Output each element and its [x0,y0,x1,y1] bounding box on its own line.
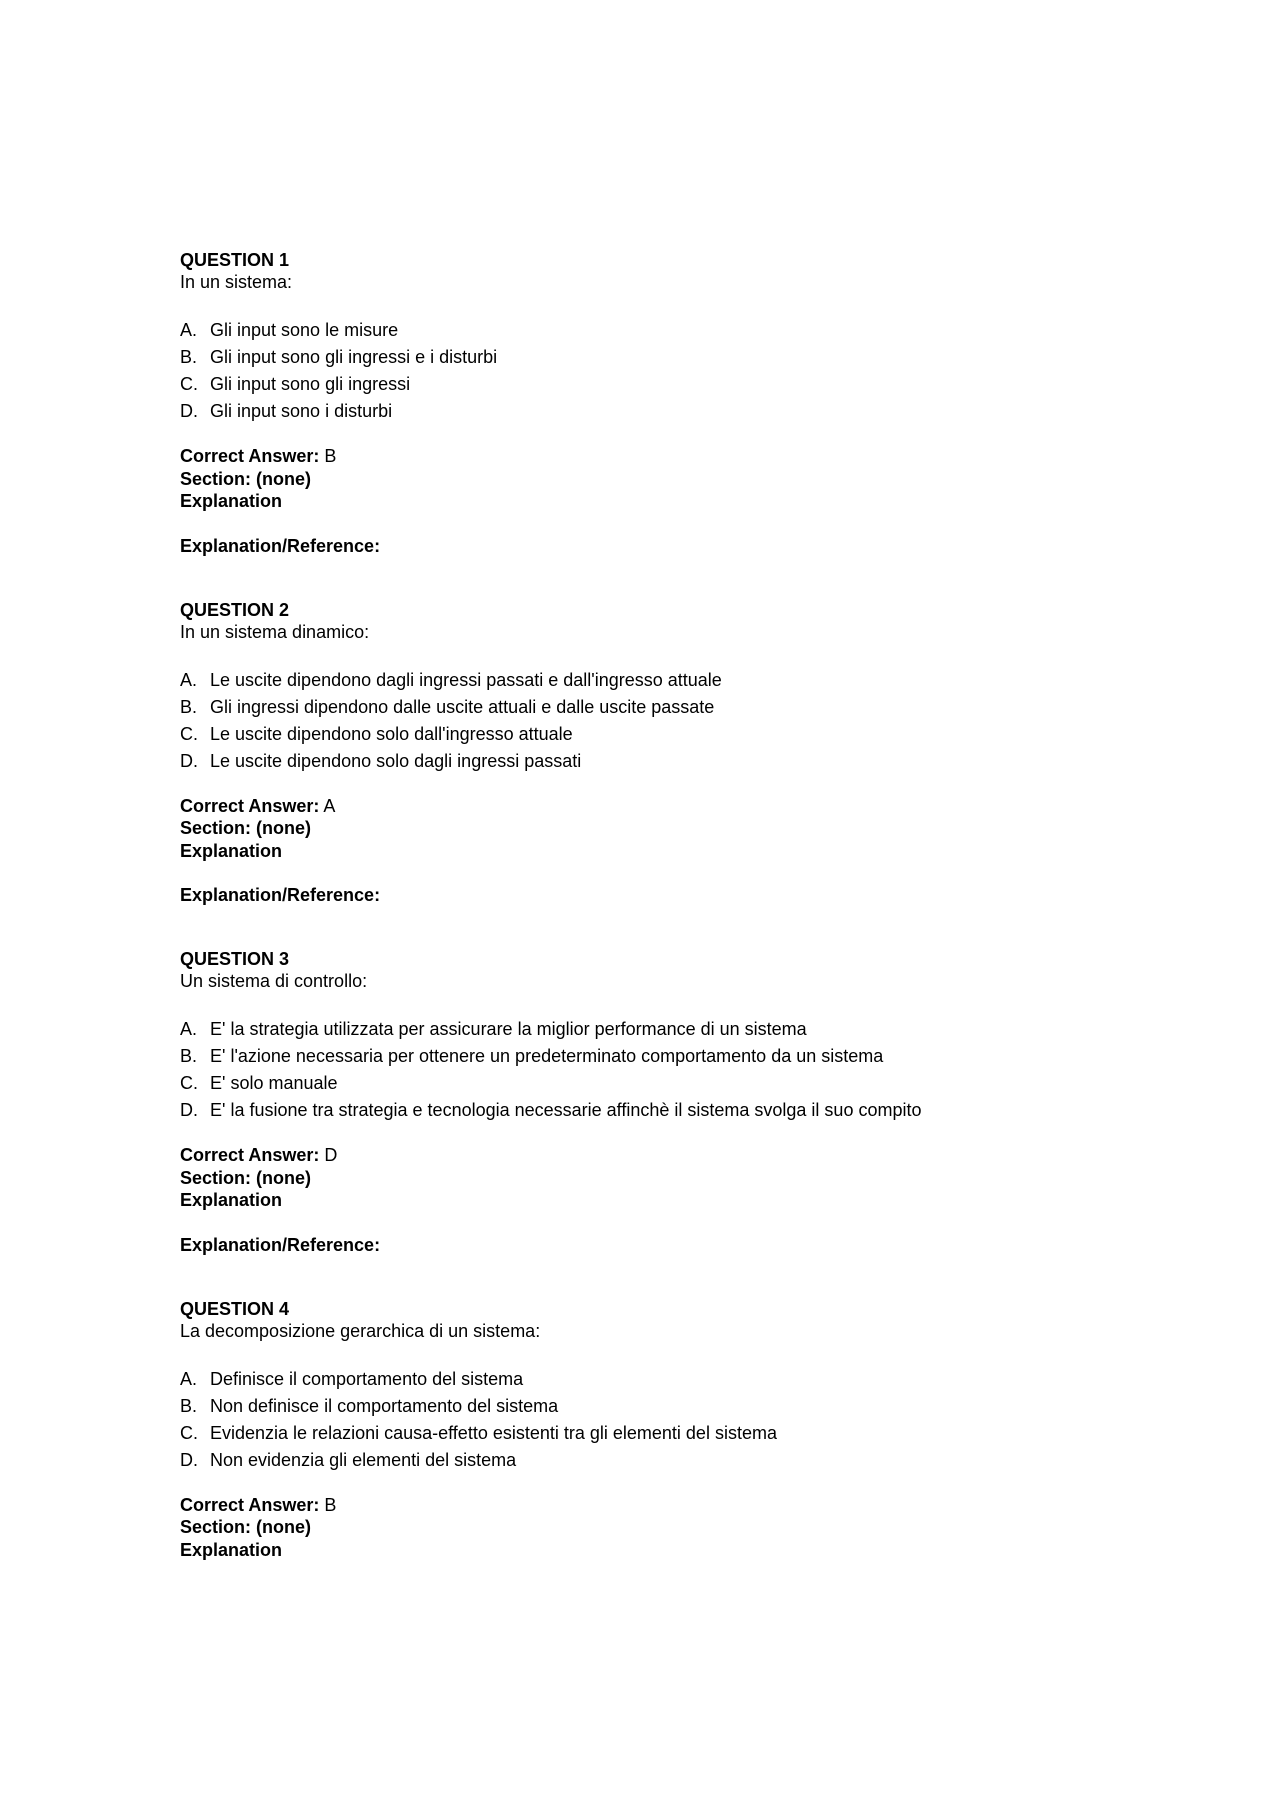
option-text: Le uscite dipendono solo dall'ingresso attuale [210,723,573,744]
option-c [180,1070,1180,1097]
option-letter: A. [180,320,198,340]
correct-answer [180,445,1180,468]
section-label: Section: (none) [180,468,311,489]
option-letter: D. [180,401,198,421]
option-d [180,398,1180,425]
question-stem: Un sistema di controllo: [180,971,368,991]
option-c [180,371,1180,398]
question-title: QUESTION 3 [180,949,290,969]
option-a [180,667,1180,694]
option-letter: A. [180,1019,198,1039]
option-b [180,694,1180,721]
correct-answer-label: Correct Answer: [180,795,320,816]
option-text: E' la strategia utilizzata per assicurare la miglior performance di un sistema [210,1019,807,1039]
option-letter: C. [180,1422,198,1443]
correct-answer-value: B [324,1494,337,1515]
option-letter: B. [180,1395,198,1416]
correct-answer-value: A [323,795,336,816]
option-letter: C. [180,374,198,394]
option-b [180,1393,1180,1420]
document-page [180,249,1180,1561]
answer-meta [180,445,1180,513]
option-letter: B. [180,1046,198,1066]
options-list [180,317,1180,425]
option-text: E' solo manuale [210,1073,338,1093]
option-text: Gli input sono le misure [210,320,399,340]
section-label: Section: (none) [180,818,311,838]
question-stem: La decomposizione gerarchica di un sistema: [180,1320,541,1341]
section-label: Section: (none) [180,1167,311,1188]
question-stem: In un sistema: [180,272,293,292]
correct-answer [180,1494,1180,1517]
option-text: Gli input sono gli ingressi e i disturbi [210,347,498,367]
correct-answer-label: Correct Answer: [180,1145,320,1165]
question-title: QUESTION 2 [180,599,290,620]
option-d [180,748,1180,775]
correct-answer [180,795,1180,818]
correct-answer-label: Correct Answer: [180,446,320,466]
explanation-reference: Explanation/Reference: [180,535,381,556]
question-title: QUESTION 4 [180,1298,290,1319]
option-letter: A. [180,669,198,690]
option-text: Non evidenzia gli elementi del sistema [210,1449,517,1470]
question-4 [180,1298,1180,1562]
option-c [180,1420,1180,1447]
correct-answer-value: B [324,446,337,466]
question-stem: In un sistema dinamico: [180,621,370,642]
option-letter: C. [180,723,198,744]
option-b [180,344,1180,371]
correct-answer [180,1144,1180,1167]
option-text: Gli ingressi dipendono dalle uscite attuali e dalle uscite passate [210,696,715,717]
correct-answer-label: Correct Answer: [180,1494,320,1515]
option-text: Non definisce il comportamento del sistema [210,1395,559,1416]
option-text: Evidenzia le relazioni causa-effetto esistenti tra gli elementi del sistema [210,1422,777,1443]
option-text: E' l'azione necessaria per ottenere un predeterminato comportamento da un sistema [210,1046,884,1066]
explanation-reference: Explanation/Reference: [180,885,381,905]
question-3 [180,948,1180,1256]
option-d [180,1447,1180,1474]
option-text: Gli input sono i disturbi [210,401,393,421]
option-letter: A. [180,1368,198,1389]
option-letter: B. [180,347,198,367]
option-text: Le uscite dipendono solo dagli ingressi passati [210,750,582,771]
option-letter: D. [180,1100,198,1120]
option-d [180,1097,1180,1124]
answer-meta [180,1494,1180,1562]
option-letter: B. [180,696,198,717]
explanation-label: Explanation [180,840,283,861]
explanation-label: Explanation [180,491,283,511]
option-letter: D. [180,1449,198,1470]
question-2 [180,599,1180,907]
options-list [180,1016,1180,1124]
answer-meta [180,1144,1180,1212]
question-1 [180,249,1180,557]
option-text: Definisce il comportamento del sistema [210,1368,524,1389]
option-c [180,721,1180,748]
explanation-reference: Explanation/Reference: [180,1234,381,1255]
option-b [180,1043,1180,1070]
option-a [180,1366,1180,1393]
answer-meta [180,795,1180,863]
explanation-label: Explanation [180,1539,283,1560]
question-title: QUESTION 1 [180,250,290,270]
options-list [180,667,1180,775]
option-letter: D. [180,750,198,771]
option-a [180,1016,1180,1043]
option-letter: C. [180,1073,198,1093]
option-text: E' la fusione tra strategia e tecnologia necessarie affinchè il sistema svolga il suo compito [210,1100,922,1120]
correct-answer-value: D [324,1145,338,1165]
section-label: Section: (none) [180,1517,311,1537]
options-list [180,1366,1180,1474]
option-a [180,317,1180,344]
explanation-label: Explanation [180,1190,283,1210]
option-text: Le uscite dipendono dagli ingressi passati e dall'ingresso attuale [210,669,722,690]
option-text: Gli input sono gli ingressi [210,374,411,394]
